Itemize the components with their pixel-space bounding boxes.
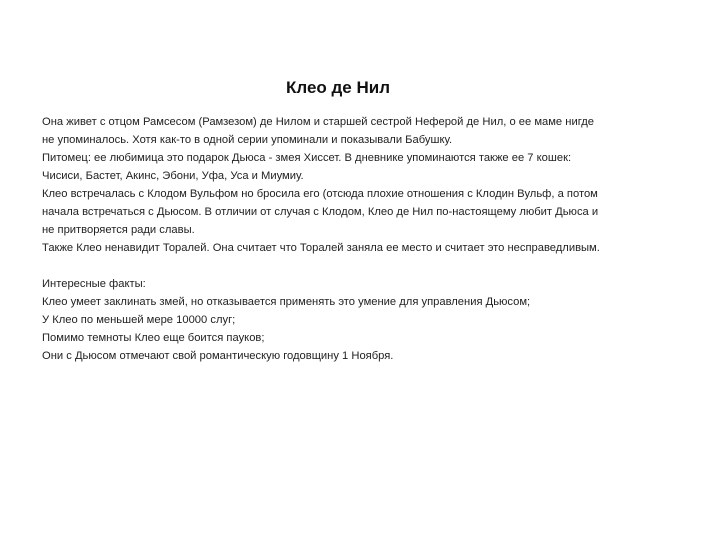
fact-item: У Клео по меньшей мере 10000 слуг; — [42, 314, 236, 326]
paragraph-spacer — [42, 257, 692, 275]
fact-item: Помимо темноты Клео еще боится пауков; — [42, 332, 265, 344]
paragraph-line: Питомец: ее любимица это подарок Дьюса - змея Хиссет. В дневнике упоминаются также ее 7 кошек: — [42, 152, 572, 164]
page-title: Клео де Нил — [286, 78, 391, 97]
paragraph-line: Клео встречалась с Клодом Вульфом но бросила его (отсюда плохие отношения с Клодин Вульф, а потом — [42, 188, 598, 200]
paragraph-line: Она живет с отцом Рамсесом (Рамзезом) де Нилом и старшей сестрой Неферой де Нил, о ее маме нигде — [42, 116, 595, 128]
facts-heading: Интересные факты: — [42, 278, 146, 290]
paragraph-line: не упоминалось. Хотя как-то в одной серии упоминали и показывали Бабушку. — [42, 134, 453, 146]
fact-item: Они с Дьюсом отмечают свой романтическую годовщину 1 Ноября. — [42, 350, 394, 362]
paragraph-line: Чисиси, Бастет, Акинс, Эбони, Уфа, Уса и Миумиу. — [42, 170, 304, 182]
body-text — [42, 113, 692, 365]
paragraph-line: Также Клео ненавидит Торалей. Она считает что Торалей заняла ее место и считает это несправедливым. — [42, 242, 600, 254]
paragraph-line: начала встречаться с Дьюсом. В отличии от случая с Клодом, Клео де Нил по-настоящему любит Дьюса и — [42, 206, 599, 218]
paragraph-line: не притворяется ради славы. — [42, 224, 195, 236]
fact-item: Клео умеет заклинать змей, но отказывается применять это умение для управления Дьюсом; — [42, 296, 531, 308]
